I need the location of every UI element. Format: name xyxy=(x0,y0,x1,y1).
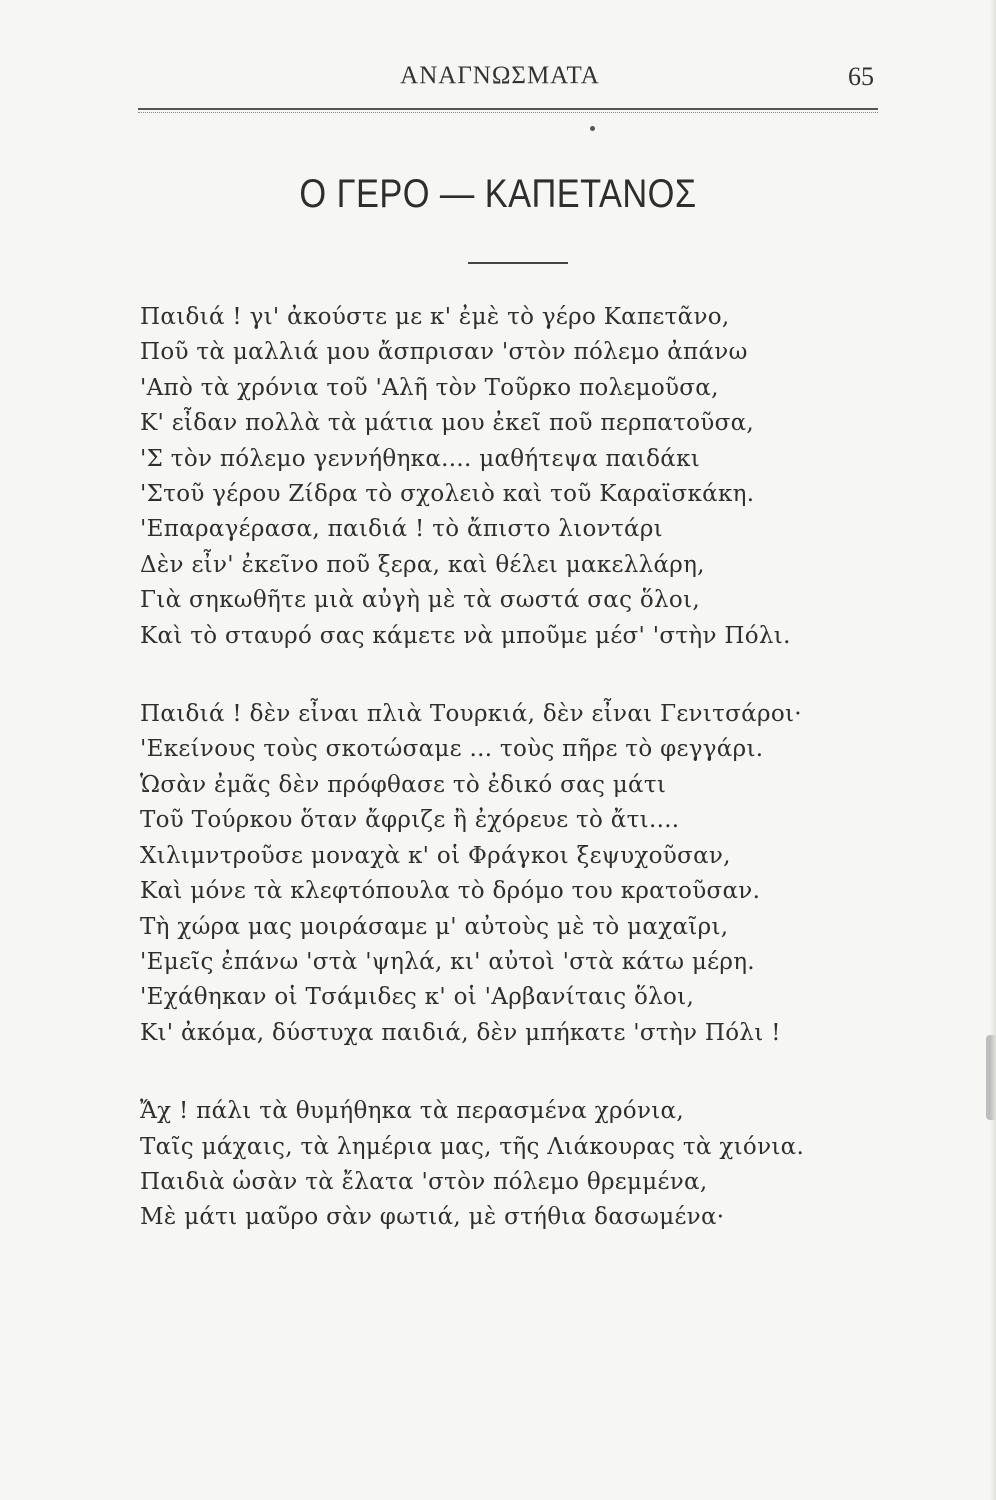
poem-line: Τὴ χώρα μας μοιράσαμε μ' αὐτοὺς μὲ τὸ μαχαῖρι, xyxy=(140,913,729,940)
poem-line: Τοῦ Τούρκου ὅταν ἄφριζε ἢ ἐχόρευε τὸ ἄτι.... xyxy=(140,807,680,834)
poem-line: Γιὰ σηκωθῆτε μιὰ αὐγὴ μὲ τὰ σωστά σας ὅλοι, xyxy=(140,587,700,614)
poem-title: Ο ΓΕΡΟ — ΚΑΠΕΤΑΝΟΣ xyxy=(299,172,697,216)
poem-line: 'Εκείνους τοὺς σκοτώσαμε ... τοὺς πῆρε τὸ φεγγάρι. xyxy=(140,736,764,763)
poem-line: 'Εχάθηκαν οἱ Τσάμιδες κ' οἱ 'Αρβανίταις ὅλοι, xyxy=(140,984,695,1011)
poem-line: Καὶ τὸ σταυρό σας κάμετε νὰ μποῦμε μέσ' 'στὴν Πόλι. xyxy=(140,622,791,649)
poem-line: 'Απὸ τὰ χρόνια τοῦ 'Αλῆ τὸν Τοῦρκο πολεμοῦσα, xyxy=(140,374,719,401)
poem-line: Καὶ μόνε τὰ κλεφτόπουλα τὸ δρόμο του κρατοῦσαν. xyxy=(140,878,761,905)
page-number: 65 xyxy=(848,62,874,91)
poem-line: Κ' εἶδαν πολλὰ τὰ μάτια μου ἐκεῖ ποῦ περπατοῦσα, xyxy=(140,410,755,437)
poem-line: 'Επαραγέρασα, παιδιά ! τὸ ἄπιστο λιοντάρι xyxy=(140,516,663,543)
poem-line: Κι' ἀκόμα, δύστυχα παιδιά, δὲν μπήκατε 'στὴν Πόλι ! xyxy=(140,1019,781,1046)
poem-line: Δὲν εἶν' ἐκεῖνο ποῦ ξερα, καὶ θέλει μακελλάρη, xyxy=(140,551,705,578)
ornament-dot xyxy=(590,126,595,131)
poem-line: Παιδιά ! δὲν εἶναι πλιὰ Τουρκιά, δὲν εἶναι Γενιτσάροι· xyxy=(140,701,802,728)
poem-line: 'Σ τὸν πόλεμο γεννήθηκα.... μαθήτεψα παιδάκι xyxy=(140,445,701,472)
stanza-1 xyxy=(140,300,900,654)
stanza-3 xyxy=(140,1094,900,1236)
poem-line: Παιδιά ! γι' ἀκούστε με κ' ἐμὲ τὸ γέρο Καπετᾶνο, xyxy=(140,304,730,330)
running-head xyxy=(140,62,874,102)
poem-line: Μὲ μάτι μαῦρο σὰν φωτιά, μὲ στήθια δασωμένα· xyxy=(140,1204,725,1231)
header-rule-dotted xyxy=(138,112,878,113)
stanza-2 xyxy=(140,697,900,1051)
poem-body xyxy=(140,300,900,1279)
poem-line: Ποῦ τὰ μαλλιά μου ἄσπρισαν 'στὸν πόλεμο ἀπάνω xyxy=(140,339,748,366)
poem-line: Παιδιὰ ὡσὰν τὰ ἔλατα 'στὸν πόλεμο θρεμμένα, xyxy=(140,1168,708,1195)
poem-line: 'Στοῦ γέρου Ζίδρα τὸ σχολειὸ καὶ τοῦ Καραϊσκάκη. xyxy=(140,481,755,508)
poem-line: Χιλιμντροῦσε μοναχὰ κ' οἱ Φράγκοι ξεψυχοῦσαν, xyxy=(140,842,731,869)
poem-line: Ταῖς μάχαις, τὰ λημέρια μας, τῆς Λιάκουρας τὰ χιόνια. xyxy=(140,1133,805,1160)
poem-line: Ἄχ ! πάλι τὰ θυμήθηκα τὰ περασμένα χρόνια, xyxy=(140,1098,684,1125)
poem-line: Ὡσὰν ἐμᾶς δὲν πρόφθασε τὸ ἐδικό σας μάτι xyxy=(140,771,667,798)
running-title: ΑΝΑΓΝΩΣΜΑΤΑ xyxy=(400,62,600,89)
header-rule xyxy=(138,108,878,110)
title-rule xyxy=(468,262,568,264)
poem-line: 'Εμεῖς ἐπάνω 'στὰ 'ψηλά, κι' αὐτοὶ 'στὰ κάτω μέρη. xyxy=(140,948,755,975)
page-edge-shadow xyxy=(990,0,996,1500)
